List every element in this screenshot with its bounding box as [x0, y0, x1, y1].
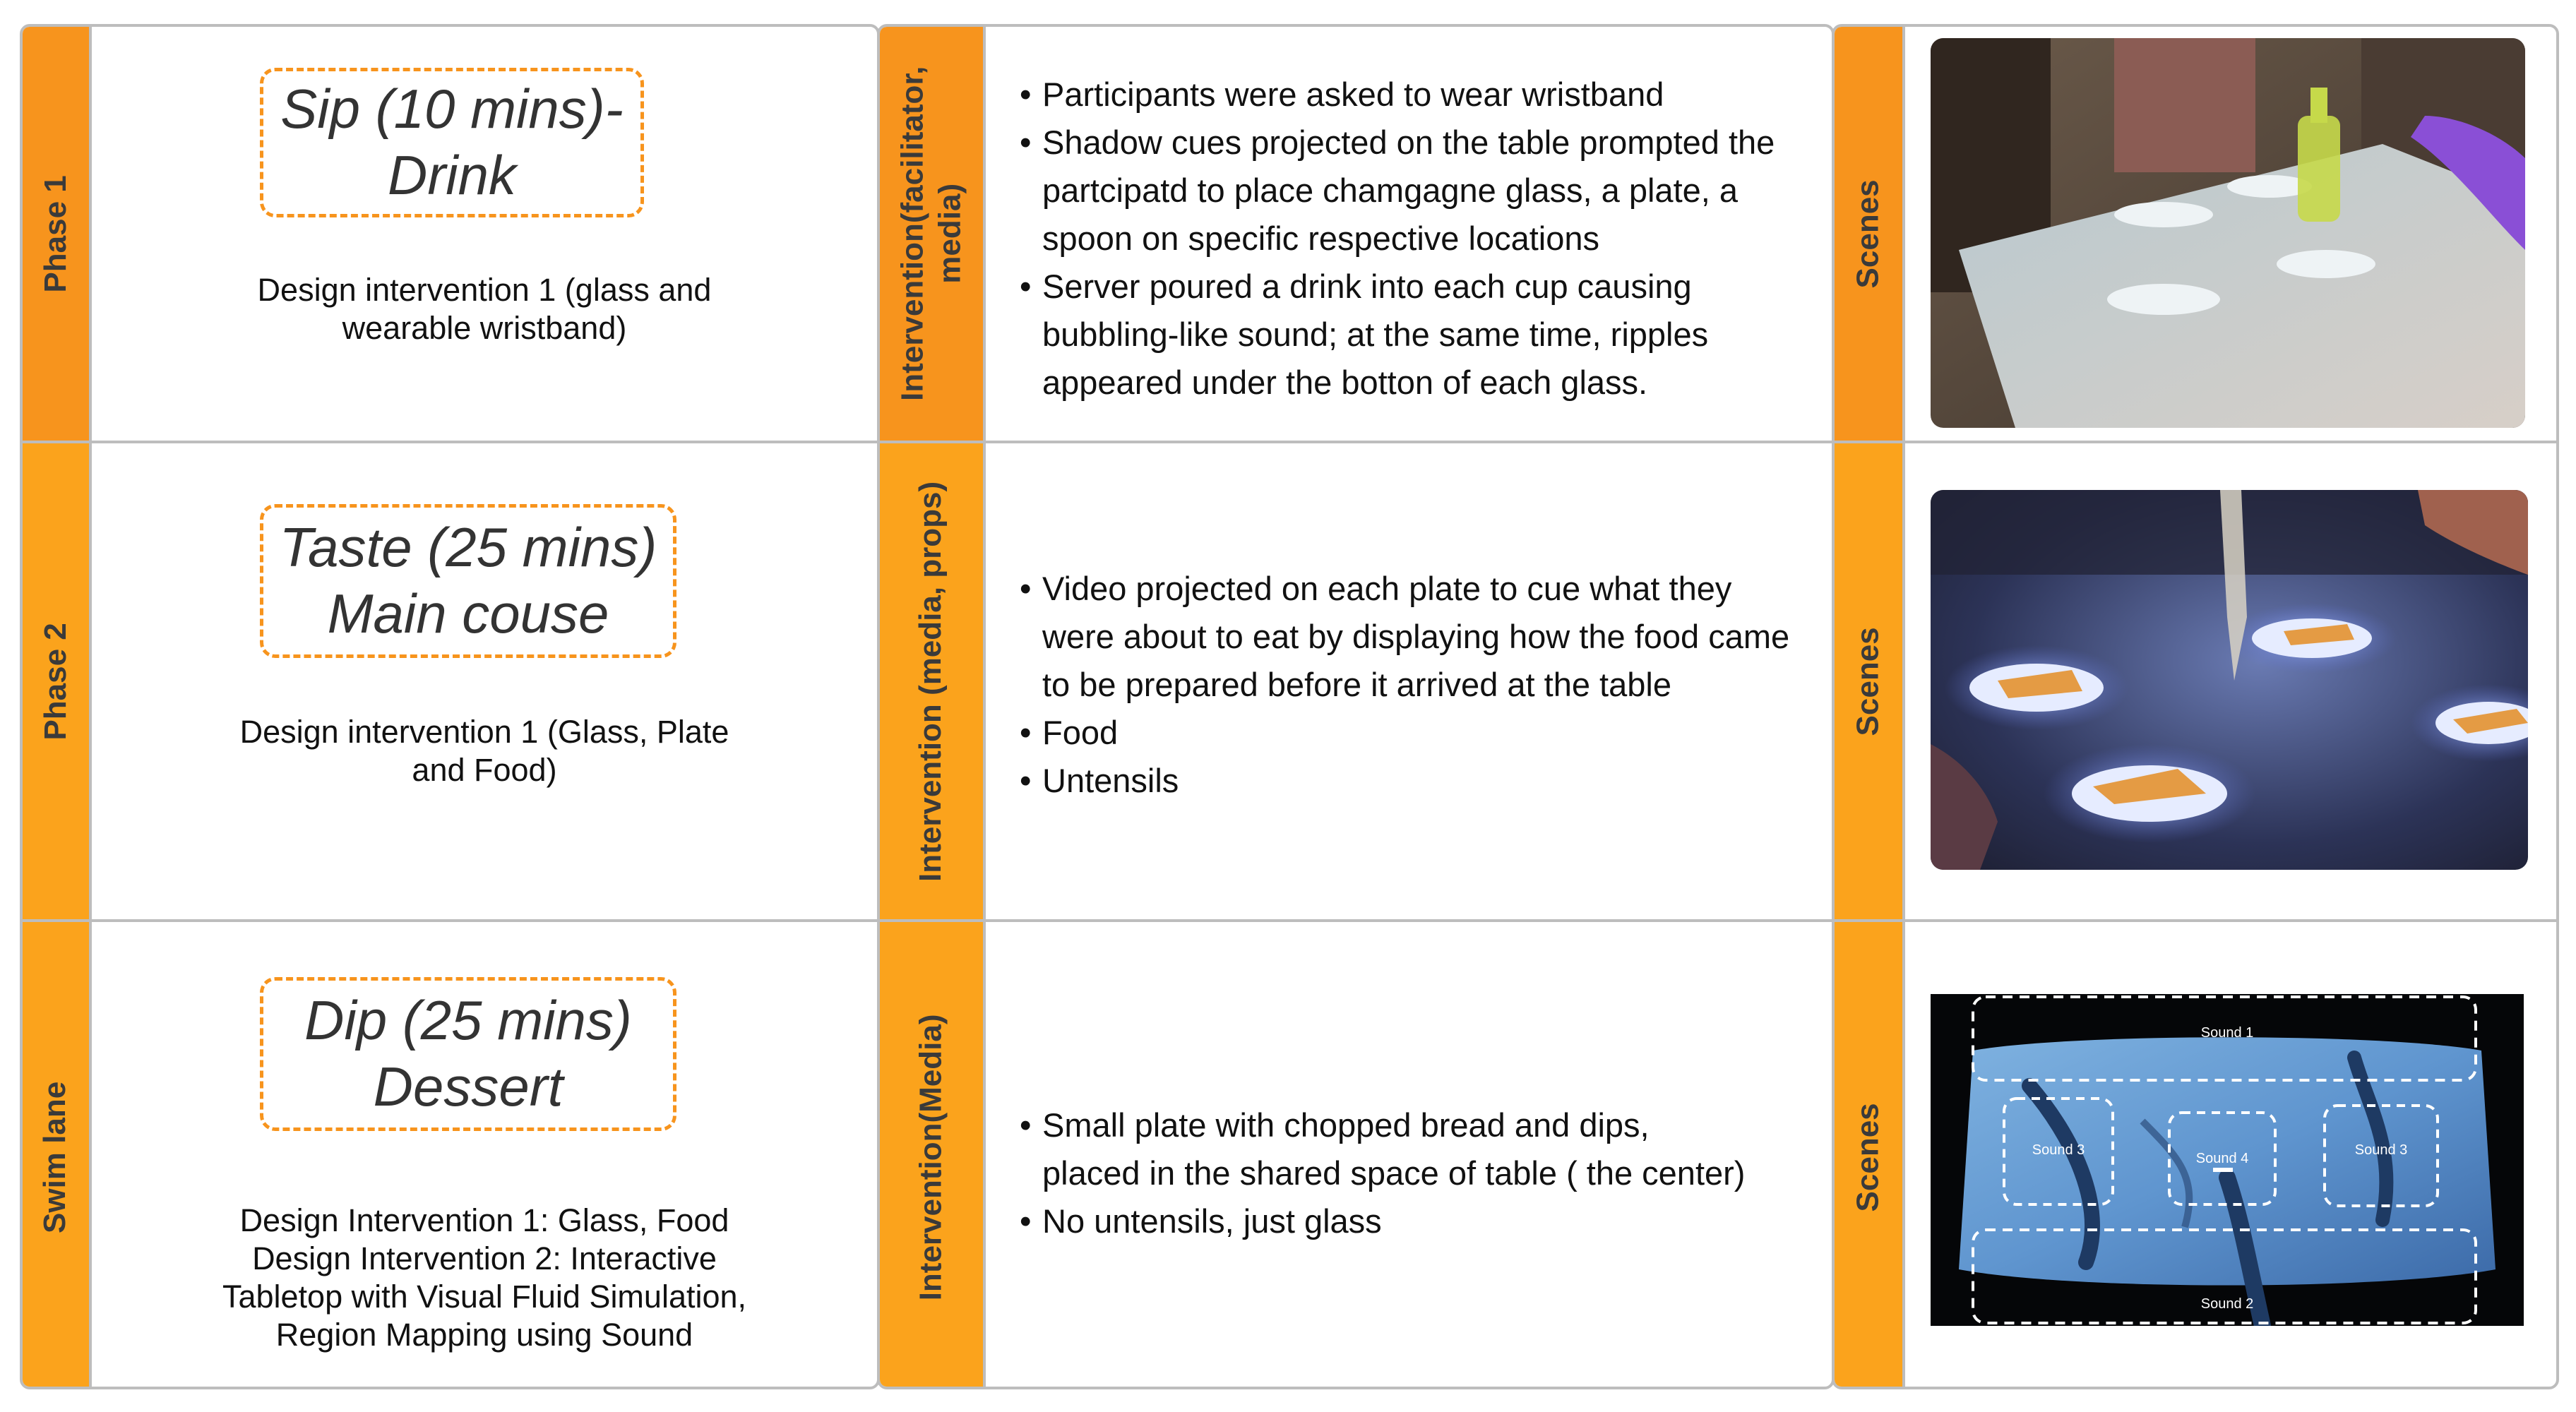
phase-2-design-line2: and Food) — [412, 752, 557, 788]
phase-1-title-box — [260, 68, 644, 217]
list-item: • Participants were asked to wear wristband — [1020, 71, 1811, 119]
sound-3-right-label: Sound 3 — [2354, 1142, 2408, 1158]
phase-1-cell — [92, 27, 877, 441]
row-divider-2 — [880, 919, 1832, 922]
phase-2-label: Phase 2 — [37, 622, 73, 741]
phase-3-title-line2: Dessert — [373, 1055, 564, 1118]
phase-1-label: Phase 1 — [37, 174, 73, 293]
phase-2-cell — [92, 443, 877, 919]
phase-3-design-line4: Region Mapping using Sound — [275, 1317, 693, 1353]
sound-4-label: Sound 4 — [2195, 1151, 2249, 1166]
phase-2-title-line1: Taste (25 mins) — [279, 516, 657, 579]
strip-divider — [983, 27, 986, 1387]
phase-3-design-line1: Design Intervention 1: Glass, Food — [239, 1202, 729, 1238]
list-item: • Video projected on each plate to cue what they were about to eat by displaying how the food came to be prepared before it arrived at the table — [1020, 565, 1811, 709]
phases-panel — [20, 24, 880, 1389]
scenes-3-label: Scenes — [1850, 1102, 1885, 1212]
phase-2-design — [92, 713, 877, 789]
scenes-1-label: Scenes — [1850, 179, 1885, 289]
list-item: • Untensils — [1020, 757, 1811, 805]
sound-2-label: Sound 2 — [2200, 1296, 2254, 1312]
phase-3-design-line3: Tabletop with Visual Fluid Simulation, — [222, 1279, 747, 1315]
sound-3-left-label: Sound 3 — [2032, 1142, 2085, 1158]
sound-1-label: Sound 1 — [2200, 1025, 2254, 1041]
phase-2-design-line1: Design intervention 1 (Glass, Plate — [239, 714, 729, 750]
intervention-1-label-line2: media) — [932, 184, 967, 284]
phase-3-title-line1: Dip (25 mins) — [304, 989, 632, 1052]
phase-3-design-line2: Design Intervention 2: Interactive — [252, 1240, 717, 1276]
list-item: • Small plate with chopped bread and dips, placed in the shared space of table ( the center) — [1020, 1101, 1754, 1197]
phase-1-title-line1: Sip (10 mins)- — [280, 78, 624, 140]
intervention-2-label: Intervention (media, props) — [913, 481, 948, 882]
row-divider-1 — [1835, 441, 2556, 443]
intervention-3-label: Intervention(Media) — [913, 1014, 948, 1300]
scenes-panel — [1832, 24, 2559, 1389]
scene-2-photo — [1931, 490, 2528, 870]
list-item: • Shadow cues projected on the table prompted the partcipatd to place chamgagne glass, a plate, a spoon on specific respective locations — [1020, 119, 1811, 263]
intervention-1-list — [1020, 71, 1811, 407]
strip-divider — [1902, 27, 1905, 1387]
phase-1-design-line1: Design intervention 1 (glass and — [257, 272, 712, 308]
phase-1-design-line2: wearable wristband) — [342, 310, 627, 346]
scenes-2-label: Scenes — [1850, 626, 1885, 736]
swim-lane-label: Swim lane — [37, 1081, 73, 1233]
phase-2-title-box — [260, 504, 676, 658]
phase-3-title-box — [260, 977, 676, 1131]
list-item: • No untensils, just glass — [1020, 1197, 1754, 1245]
interventions-panel — [877, 24, 1835, 1389]
phase-3-cell — [92, 922, 877, 1389]
scene-1-photo — [1931, 38, 2525, 428]
row-divider-1 — [880, 441, 1832, 443]
intervention-1-label — [880, 27, 983, 441]
phase-2-title-line2: Main couse — [327, 582, 609, 645]
phase-1-title-line2: Drink — [387, 144, 516, 206]
intervention-2-list — [1020, 565, 1811, 805]
phase-3-design — [92, 1202, 877, 1354]
intervention-1-label-line1: Intervention(facilitator, — [895, 66, 930, 402]
row-divider-2 — [1835, 919, 2556, 922]
list-item: • Server poured a drink into each cup causing bubbling-like sound; at the same time, ripples appeared under the botton of each glass. — [1020, 263, 1811, 407]
scene-3-photo — [1931, 994, 2524, 1326]
intervention-3-list — [1020, 1101, 1754, 1245]
phase-1-design — [92, 271, 877, 347]
list-item: • Food — [1020, 709, 1811, 757]
